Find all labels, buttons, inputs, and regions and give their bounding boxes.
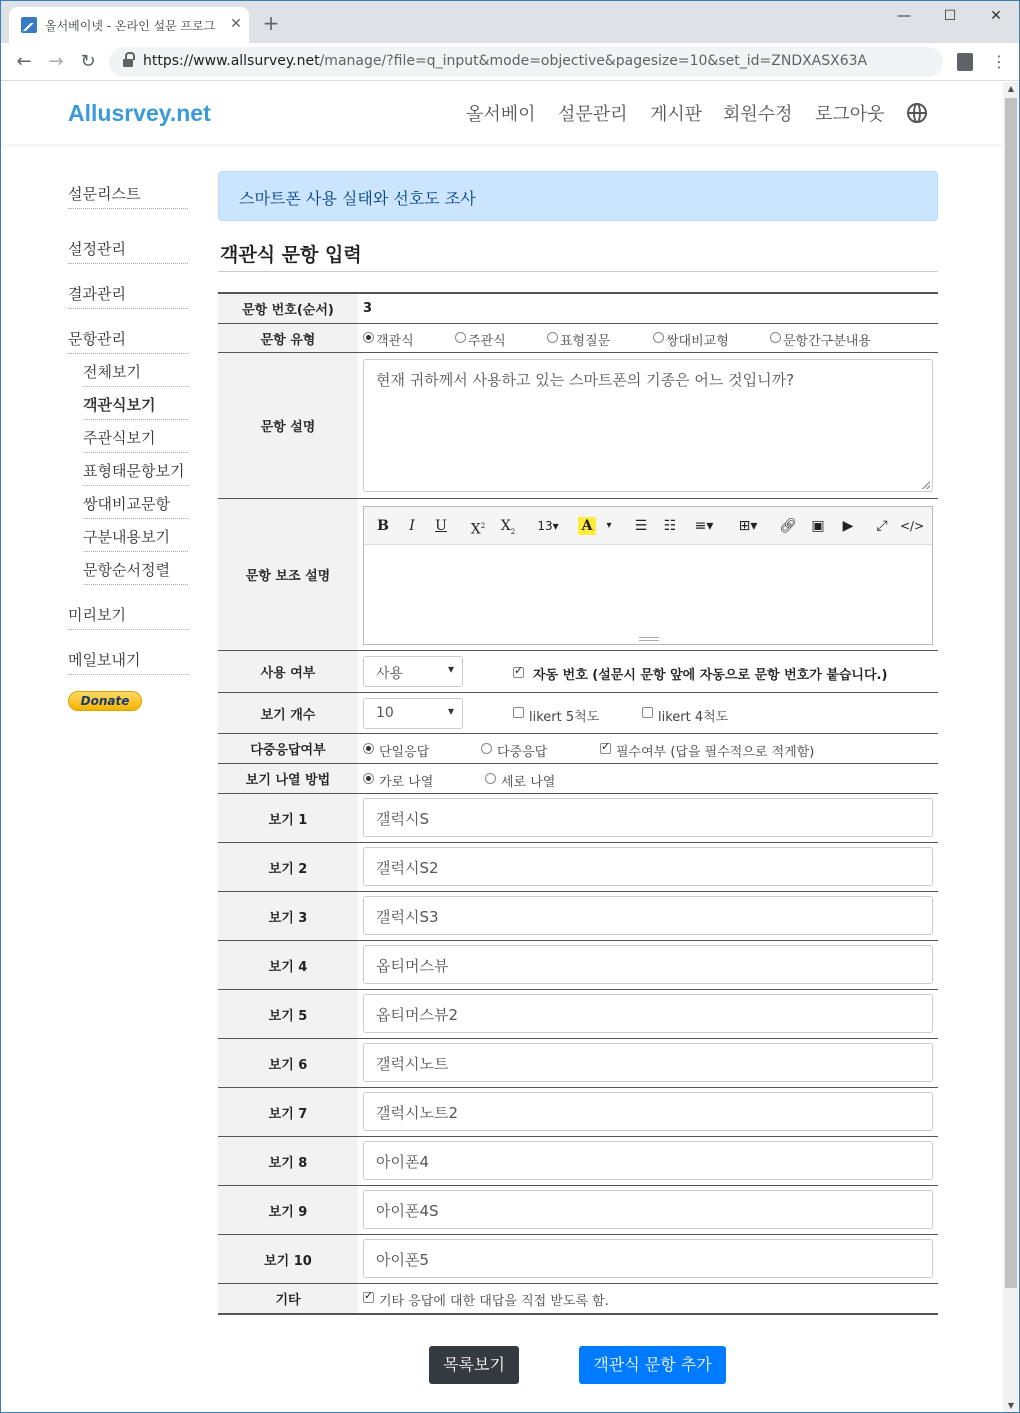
form-row-number xyxy=(218,294,938,324)
maximize-icon[interactable]: ☐ xyxy=(943,8,957,24)
type-cell xyxy=(363,324,938,352)
divider xyxy=(218,271,938,272)
choice-input[interactable]: 옵티머스뷰2 xyxy=(363,994,933,1033)
site-header xyxy=(1,82,1003,144)
choice-cell xyxy=(363,1186,938,1234)
choice-label: 보기 5 xyxy=(218,990,358,1038)
form-row-choice xyxy=(218,843,938,892)
sidebar-item-objective[interactable]: 객관식보기 xyxy=(83,394,188,420)
sidebar-item-survey-list[interactable]: 설문리스트 xyxy=(68,183,188,209)
address-bar[interactable] xyxy=(109,47,943,77)
choice-input[interactable]: 아이폰4S xyxy=(363,1190,933,1229)
sidebar-item-preview[interactable]: 미리보기 xyxy=(68,604,188,630)
new-tab-icon[interactable]: + xyxy=(262,11,280,35)
single-answer-label: 단일응답 xyxy=(379,745,430,760)
etc-checkbox[interactable] xyxy=(363,1292,374,1303)
sidebar-item-subjective[interactable]: 주관식보기 xyxy=(83,427,188,453)
label-etc: 기타 xyxy=(218,1284,358,1313)
choice-input[interactable]: 갤럭시S2 xyxy=(363,847,933,886)
form-row-choice xyxy=(218,1088,938,1137)
sidebar-item-pairwise[interactable]: 쌍대비교문항 xyxy=(83,493,188,519)
multiple-answer-radio[interactable] xyxy=(481,743,492,754)
sidebar-item-divider-content[interactable]: 구분내용보기 xyxy=(83,526,188,552)
choice-cell xyxy=(363,843,938,891)
choice-input[interactable]: 아이폰4 xyxy=(363,1141,933,1180)
vertical-label: 세로 나열 xyxy=(501,775,556,790)
choice-label: 보기 3 xyxy=(218,892,358,940)
choice-label: 보기 7 xyxy=(218,1088,358,1136)
choice-input[interactable]: 갤럭시S xyxy=(363,798,933,837)
fullscreen-icon[interactable]: ⤢ xyxy=(876,518,888,534)
color-dropdown-icon[interactable]: ▾ xyxy=(606,520,612,531)
url-text: https://www.allsurvey.net/manage/?file=q_input&mode=objective&pagesize=10&set_id=ZNDXASX63A xyxy=(143,53,868,69)
description-textarea[interactable] xyxy=(363,359,933,492)
label-number: 문항 번호(순서) xyxy=(218,294,358,323)
browser-menu-icon[interactable]: ⋮ xyxy=(991,52,1007,71)
tab-title: 올서베이넷 - 온라인 설문 프로그 xyxy=(45,19,216,33)
nav-logout[interactable]: 로그아웃 xyxy=(815,104,885,125)
form-row-choice xyxy=(218,1137,938,1186)
align-icon[interactable]: ≡▾ xyxy=(694,518,714,534)
form-row-choice xyxy=(218,892,938,941)
sidebar-item-settings[interactable]: 설정관리 xyxy=(68,238,188,264)
choice-input[interactable]: 갤럭시S3 xyxy=(363,896,933,935)
nav-board[interactable]: 게시판 xyxy=(650,104,703,125)
image-icon[interactable]: ▣ xyxy=(811,518,825,534)
link-icon[interactable]: 🔗︎ xyxy=(779,518,797,534)
description-cell xyxy=(363,353,938,498)
choice-label: 보기 8 xyxy=(218,1137,358,1185)
sidebar-item-view-all[interactable]: 전체보기 xyxy=(83,361,188,387)
form-row-choice xyxy=(218,990,938,1039)
single-answer-radio[interactable] xyxy=(363,743,374,754)
sidebar-item-results[interactable]: 결과관리 xyxy=(68,283,188,309)
likert4-checkbox[interactable] xyxy=(642,707,653,718)
choice-cell xyxy=(363,794,938,842)
sidebar-item-send-mail[interactable]: 메일보내기 xyxy=(68,649,188,675)
scroll-up-icon[interactable]: ▲ xyxy=(1007,84,1015,93)
sidebar-item-table[interactable]: 표형태문항보기 xyxy=(83,460,188,486)
sidebar-item-questions[interactable]: 문항관리 xyxy=(68,328,188,354)
required-label: 필수여부 (답을 필수적으로 적게함) xyxy=(616,745,815,760)
form-row-choice xyxy=(218,941,938,990)
list-button[interactable]: 목록보기 xyxy=(429,1346,519,1384)
editor-toolbar xyxy=(364,507,932,545)
etc-label: 기타 응답에 대한 대답을 직접 받도록 함. xyxy=(379,1294,609,1309)
choice-cell xyxy=(363,1235,938,1283)
choice-cell xyxy=(363,990,938,1038)
choice-label: 보기 6 xyxy=(218,1039,358,1087)
label-choice-count: 보기 개수 xyxy=(218,693,358,733)
code-view-icon[interactable]: </> xyxy=(900,519,925,533)
auto-number-label: 자동 번호 (설문시 문항 앞에 자동으로 문항 번호가 붙습니다.) xyxy=(533,668,888,683)
form-row-choice-count xyxy=(218,693,938,734)
nav-survey-manage[interactable]: 설문관리 xyxy=(558,104,628,125)
form-row-choice xyxy=(218,1235,938,1284)
forward-icon[interactable]: → xyxy=(48,51,64,72)
choice-label: 보기 10 xyxy=(218,1235,358,1283)
type-table-label: 표형질문 xyxy=(560,334,611,349)
multi-cell xyxy=(363,734,938,763)
question-number: 3 xyxy=(363,301,373,316)
type-objective-radio[interactable] xyxy=(363,332,374,343)
browser-tab[interactable] xyxy=(9,7,249,43)
sub-description-cell xyxy=(363,499,938,650)
form-row-choice xyxy=(218,794,938,843)
type-objective-label: 객관식 xyxy=(376,334,414,349)
browser-toolbar xyxy=(1,43,1019,81)
underline-icon[interactable]: U xyxy=(435,518,447,534)
label-layout: 보기 나열 방법 xyxy=(218,764,358,793)
choice-input[interactable]: 옵티머스뷰 xyxy=(363,945,933,984)
scroll-down-icon[interactable]: ▼ xyxy=(1007,1401,1015,1410)
choice-cell xyxy=(363,1137,938,1185)
extension-icon[interactable] xyxy=(957,53,973,71)
choice-cell xyxy=(363,892,938,940)
required-checkbox[interactable] xyxy=(600,743,611,754)
numbered-list-icon[interactable]: ☷ xyxy=(663,518,677,534)
choice-count-cell xyxy=(363,693,938,733)
likert4-label: likert 4척도 xyxy=(658,710,729,725)
nav-member-edit[interactable]: 회원수정 xyxy=(723,104,793,125)
tab-bar xyxy=(1,1,1019,43)
type-table-radio[interactable] xyxy=(547,332,558,343)
form-row-type xyxy=(218,324,938,353)
number-cell xyxy=(363,294,938,323)
back-icon[interactable]: ← xyxy=(16,51,32,72)
minimize-icon[interactable]: — xyxy=(897,8,911,24)
video-icon[interactable]: ▶ xyxy=(842,518,854,534)
choice-count-select[interactable]: 10 ▾ xyxy=(363,698,463,729)
label-usage: 사용 여부 xyxy=(218,651,358,692)
label-sub-description: 문항 보조 설명 xyxy=(218,499,358,650)
table-icon[interactable]: ⊞▾ xyxy=(738,518,758,534)
editor-resize-icon[interactable] xyxy=(639,637,659,641)
bullet-list-icon[interactable]: ☰ xyxy=(634,518,648,534)
form-row-sub-description xyxy=(218,499,938,651)
horizontal-radio[interactable] xyxy=(363,773,374,784)
lock-icon xyxy=(123,56,133,68)
sidebar-item-order[interactable]: 문항순서정렬 xyxy=(83,559,188,585)
choice-input[interactable]: 갤럭시노트2 xyxy=(363,1092,933,1131)
globe-icon[interactable] xyxy=(907,103,927,123)
form-row-description xyxy=(218,353,938,499)
add-objective-button[interactable]: 객관식 문항 추가 xyxy=(579,1346,726,1384)
type-divider-label: 문항간구분내용 xyxy=(783,334,871,349)
type-subjective-radio[interactable] xyxy=(455,332,466,343)
type-pairwise-radio[interactable] xyxy=(653,332,664,343)
form-row-layout xyxy=(218,764,938,794)
tab-close-icon[interactable]: ✕ xyxy=(230,16,242,32)
form-row-etc xyxy=(218,1284,938,1313)
auto-number-checkbox[interactable] xyxy=(513,667,524,678)
site-favicon-icon xyxy=(21,17,37,33)
italic-icon[interactable]: I xyxy=(409,518,415,534)
choice-label: 보기 1 xyxy=(218,794,358,842)
font-size-select[interactable]: 13▾ xyxy=(537,519,559,533)
label-multi: 다중응답여부 xyxy=(218,734,358,763)
resize-handle-icon[interactable] xyxy=(922,481,930,489)
layout-cell xyxy=(363,764,938,793)
superscript-icon[interactable]: $X^2$ xyxy=(470,521,486,538)
site-logo[interactable]: Allusrvey.net xyxy=(68,100,211,126)
choice-cell xyxy=(363,1039,938,1087)
nav-allsurvey[interactable]: 올서베이 xyxy=(466,104,536,125)
description-text: 현재 귀하께서 사용하고 있는 스마트폰의 기종은 어느 것입니까? xyxy=(376,371,795,389)
web-page xyxy=(1,82,1003,1413)
form-row-multi xyxy=(218,734,938,764)
likert5-checkbox[interactable] xyxy=(513,707,524,718)
page-scrollbar[interactable] xyxy=(1003,82,1019,1413)
choice-label: 보기 2 xyxy=(218,843,358,891)
reload-icon[interactable]: ↻ xyxy=(80,51,96,72)
scroll-thumb[interactable] xyxy=(1005,98,1017,1288)
choice-input[interactable]: 아이폰5 xyxy=(363,1239,933,1278)
form-row-choice xyxy=(218,1186,938,1235)
usage-select[interactable]: 사용 ▾ xyxy=(363,656,463,687)
form-row-usage xyxy=(218,651,938,693)
etc-cell xyxy=(363,1284,938,1313)
window-close-icon[interactable]: ✕ xyxy=(990,8,1002,24)
donate-button[interactable]: Donate xyxy=(68,691,142,711)
type-subjective-label: 주관식 xyxy=(468,334,506,349)
likert5-label: likert 5척도 xyxy=(529,710,600,725)
subscript-icon[interactable]: $X_2$ xyxy=(500,518,516,536)
choice-label: 보기 9 xyxy=(218,1186,358,1234)
multiple-answer-label: 다중응답 xyxy=(497,745,548,760)
text-color-icon[interactable]: A xyxy=(578,517,596,535)
type-pairwise-label: 쌍대비교형 xyxy=(666,334,729,349)
type-divider-radio[interactable] xyxy=(770,332,781,343)
question-form xyxy=(218,292,938,1315)
choice-label: 보기 4 xyxy=(218,941,358,989)
label-description: 문항 설명 xyxy=(218,353,358,498)
usage-cell xyxy=(363,651,938,692)
label-type: 문항 유형 xyxy=(218,324,358,352)
choice-input[interactable]: 갤럭시노트 xyxy=(363,1043,933,1082)
choice-cell xyxy=(363,1088,938,1136)
bold-icon[interactable]: B xyxy=(377,518,389,534)
page-title: 객관식 문항 입력 xyxy=(220,244,362,266)
vertical-radio[interactable] xyxy=(485,773,496,784)
choice-cell xyxy=(363,941,938,989)
rich-text-editor[interactable] xyxy=(363,506,933,645)
form-row-choice xyxy=(218,1039,938,1088)
survey-title-banner: 스마트폰 사용 실태와 선호도 조사 xyxy=(218,171,938,221)
horizontal-label: 가로 나열 xyxy=(379,775,434,790)
